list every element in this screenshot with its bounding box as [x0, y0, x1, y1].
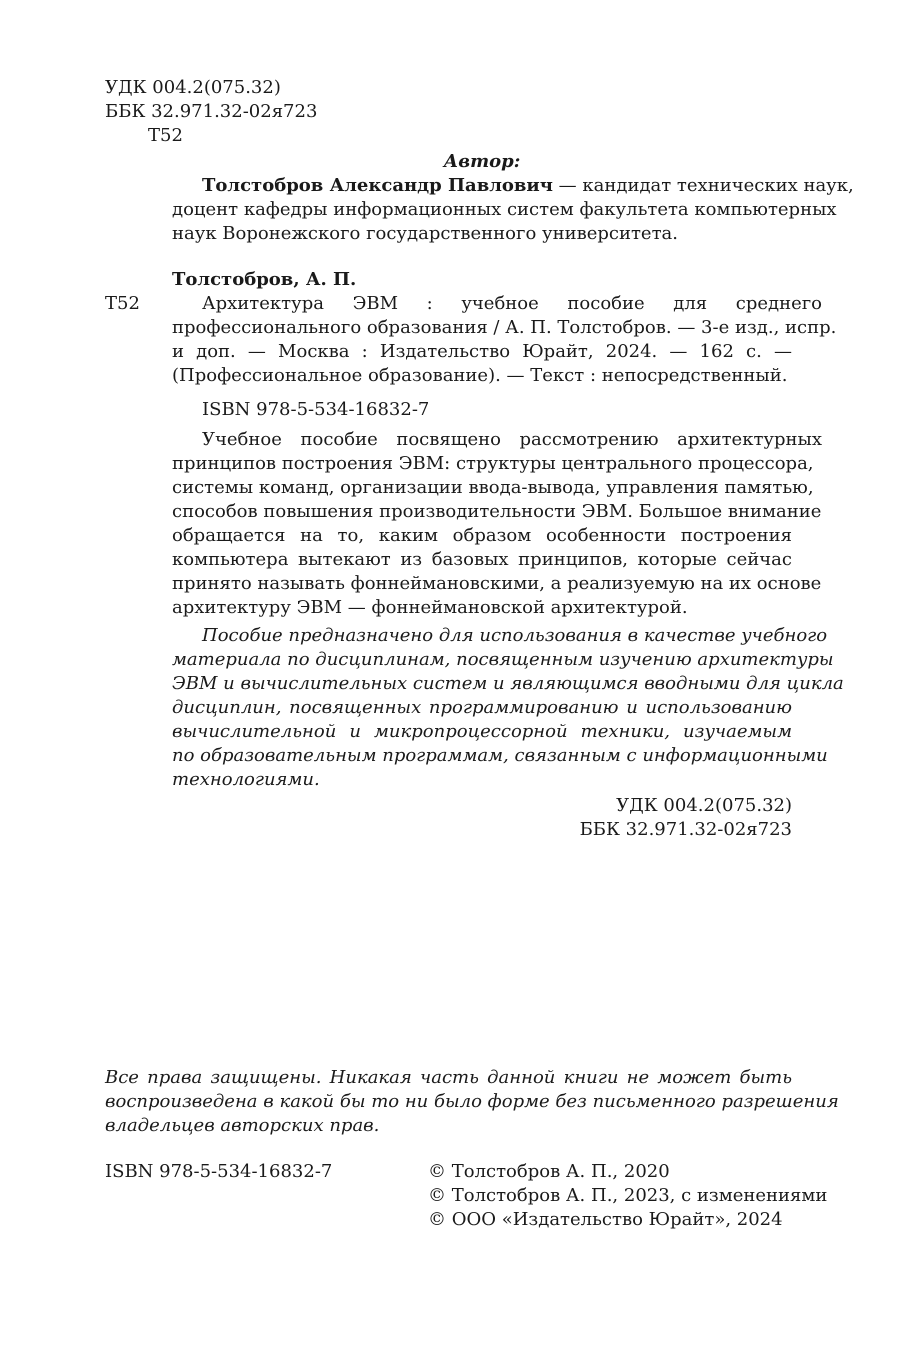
- bottom-bbk: ББК 32.971.32-02я723: [579, 819, 792, 840]
- abstract-line: принято называть фоннеймановскими, а реализуемую на их основе: [172, 573, 822, 594]
- bibliography-isbn: ISBN 978-5-534-16832-7: [202, 399, 430, 420]
- purpose-line: технологиями.: [172, 769, 320, 790]
- author-desc-line-0: — кандидат технических наук,: [552, 175, 854, 196]
- abstract-line: архитектуру ЭВМ — фоннеймановской архитектурой.: [172, 597, 688, 618]
- copyright-line: © ООО «Издательство Юрайт», 2024: [428, 1209, 783, 1230]
- rights-notice: [105, 1066, 839, 1138]
- author-name: Толстобров Александр Павлович: [202, 175, 553, 196]
- bottom-udk: УДК 004.2(075.32): [616, 795, 792, 816]
- rights-line: Все права защищены. Никакая часть данной книги не может быть: [105, 1067, 792, 1088]
- abstract-paragraph: [172, 428, 822, 620]
- bibliography-line: и доп. — Москва : Издательство Юрайт, 2024. — 162 с. —: [172, 341, 792, 362]
- abstract-line: принципов построения ЭВМ: структуры центрального процессора,: [172, 453, 814, 474]
- bottom-classification-codes: [580, 794, 792, 842]
- author-block: [172, 150, 854, 246]
- author-desc-line-1: доцент кафедры информационных систем факультета компьютерных: [172, 199, 837, 220]
- header-classification-codes: [105, 76, 317, 148]
- bibliography-line: профессионального образования / А. П. Толстобров. — 3-е изд., испр.: [172, 317, 837, 338]
- header-bbk: ББК 32.971.32-02я723: [105, 101, 318, 122]
- copyright-list: [428, 1160, 827, 1232]
- bibliography-line: (Профессиональное образование). — Текст : непосредственный.: [172, 365, 788, 386]
- author-desc-line-2: наук Воронежского государственного университета.: [172, 223, 678, 244]
- purpose-line: по образовательным программам, связанным с информационными: [172, 745, 828, 766]
- purpose-line: Пособие предназначено для использования в качестве учебного: [202, 625, 828, 646]
- abstract-line: способов повышения производительности ЭВМ. Большое внимание: [172, 501, 822, 522]
- purpose-line: дисциплин, посвященных программированию и использованию: [172, 697, 792, 718]
- bibliography-line: Архитектура ЭВМ : учебное пособие для среднего: [202, 293, 822, 314]
- author-desc-line: [172, 174, 854, 198]
- purpose-line: ЭВМ и вычислительных систем и являющимся вводными для цикла: [172, 673, 844, 694]
- abstract-line: системы команд, организации ввода-вывода, управления памятью,: [172, 477, 814, 498]
- abstract-line: обращается на то, каким образом особенности построения: [172, 525, 792, 546]
- header-udk: УДК 004.2(075.32): [105, 77, 281, 98]
- footer-isbn: ISBN 978-5-534-16832-7: [105, 1161, 333, 1182]
- bibliography-record: [172, 292, 837, 388]
- author-heading: Автор:: [443, 151, 521, 172]
- abstract-line: Учебное пособие посвящено рассмотрению архитектурных: [202, 429, 822, 450]
- bibliography-code: Т52: [105, 293, 140, 314]
- abstract-line: компьютера вытекают из базовых принципов, которые сейчас: [172, 549, 792, 570]
- purpose-line: материала по дисциплинам, посвященным изучению архитектуры: [172, 649, 834, 670]
- author-description: [172, 174, 854, 246]
- purpose-paragraph: [172, 624, 844, 792]
- copyright-line: © Толстобров А. П., 2023, с изменениями: [428, 1185, 828, 1206]
- copyright-line: © Толстобров А. П., 2020: [428, 1161, 670, 1182]
- rights-line: воспроизведена в какой бы то ни было форме без письменного разрешения: [105, 1091, 839, 1112]
- rights-line: владельцев авторских прав.: [105, 1115, 380, 1136]
- header-author-code: Т52: [148, 125, 183, 146]
- purpose-line: вычислительной и микропроцессорной техники, изучаемым: [172, 721, 792, 742]
- bibliography-author: Толстобров, А. П.: [172, 269, 357, 290]
